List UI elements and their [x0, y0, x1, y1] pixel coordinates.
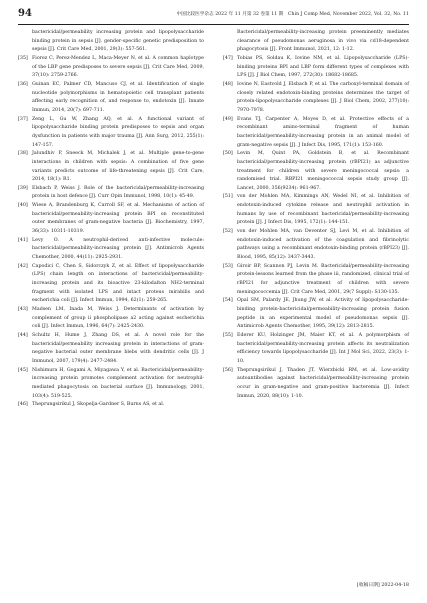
reference-text: von der Mohlen MA, Kimmings AN, Wedel NI, et al. Inhibition of endotoxin-induced cytokine release and neutrophil activation in humans by use of recombinant bactericidal/permeability-increasing protein [J]. J Infect Dis, 1995, 172(1): 144-151. — [237, 194, 409, 226]
reference-text: Theprungsirikul J, Thaden JT, Wierzbicki RM, et al. Low-avidity autoantibodies against bactericidal/permeability-increasing protein occur in gram-negative and gram-positive bacteremia [J]. Infect Immun, 2020, 88(10): 1-10. — [237, 367, 409, 399]
reference-number: [52] — [223, 229, 233, 235]
reference-text: Wiese A, Brandenburg K, Carroll SF, et al. Mechanisms of action of bactericidal/permeability-increasing protein BPI on reconstituted outer membranes of gram-negative bacteria [J]. Biochemistry, 1997, 36(33): 10311-10319. — [32, 203, 204, 235]
reference-item — [223, 297, 409, 332]
reference-text: Fiorez C, Perez-Mendez L, Maca-Meyer N, et al. A common haplotype of the LBP gene predisposes to severe sepsis [J]. Crit Care Med, 2009, 37(10): 2759-2766. — [32, 55, 204, 79]
reference-number: [51] — [223, 194, 233, 200]
reference-list — [223, 55, 409, 401]
reference-number: [54] — [223, 298, 233, 304]
reference-item — [18, 116, 204, 151]
reference-item — [18, 332, 204, 367]
reference-item — [18, 237, 204, 263]
reference-list — [18, 55, 204, 410]
reference-item — [18, 150, 204, 185]
reference-text: Zeng L, Gu W, Zhang AQ, et al. A functional variant of lipopolysaccharide binding protein predisposes to sepsis and organ dysfunction in patients with major trauma [J]. Ann Surg, 2012, 255(1): 147-157. — [32, 116, 204, 148]
reference-number: [47] — [223, 55, 233, 61]
reference-number: [50] — [223, 151, 233, 157]
reference-number: [49] — [223, 116, 233, 122]
reference-item — [18, 367, 204, 402]
reference-text: Elsbach P, Weiss J. Role of the bactericidal/permeability-increasing protein in host defence [J]. Curr Opin Immunol, 1998, 10(1): 45-49. — [32, 185, 204, 200]
reference-number: [44] — [18, 332, 28, 338]
left-column — [18, 29, 204, 410]
reference-number: [42] — [18, 263, 28, 269]
reference-item — [18, 306, 204, 332]
reference-item — [18, 55, 204, 81]
reference-item — [18, 401, 204, 410]
reference-number: [41] — [18, 237, 28, 243]
reference-number: [45] — [18, 367, 28, 373]
reference-text: Theprungsirikul J, Skopelja-Gardner S, Burns AS, et al. — [32, 402, 165, 408]
reference-number: [38] — [18, 151, 28, 157]
reference-number: [43] — [18, 307, 28, 312]
reference-number: [56] — [223, 367, 233, 373]
reference-text: Capodici C, Chen S, Sidorczyk Z, et al. Effect of lipopolysaccharide (LPS) chain length on interactions of bactericidal/permeability-increasing protein and its bioactive 23-kilodalton NH2-terminal fragment with isolated LPS and intact proteus mirabilis and escherichia coli [J]. Infect Immun, 1994, 62(1): 259-265. — [32, 263, 204, 304]
reference-text: Opal SM, Palardy JE, Jhung JW, et al. Activity of lipopolysaccharide-binding protein-bactericidal/permeability-increasing protein fusion peptide in an experimental model of pseudomonas sepsis [J]. Antimicrob Agents Chemother, 1995, 39(12): 2813-2815. — [237, 298, 409, 330]
reference-text: Nishimura H, Gogami A, Miyagawa Y, et al. Bactericidal/permeability-increasing protein promotes complement activation for neutrophil-mediated phagocytosis on bacterial surface [J]. Immunology, 2001, 103(4): 519-525. — [32, 367, 204, 399]
reference-number: [53] — [223, 263, 233, 269]
right-column — [223, 29, 409, 401]
reference-continuation: Bactericidal/permeability-increasing protein preeminently mediates clearance of pseudomonas aeruginosa in vivo via cd18-dependent phagocytosis [J]. Front Immunol, 2021, 12: 1-12. — [237, 30, 409, 53]
reference-item — [223, 193, 409, 228]
reference-number: [36] — [18, 81, 28, 87]
reference-text: Evans TJ, Carpenter A, Moyes D, et al. Protective effects of a recombinant amino-terminal fragment of human bactericidal/permeability-increasing protein in an animal model of gram-negative sepsis [J]. J Infect Dis, 1995, 171(1): 153-160. — [237, 116, 409, 148]
reference-text: Ederer KU, Holzinger JM, Maier KT, et al. A polymorphism of bactericidal/permeability-increasing protein affects its neutralization efficiency towards lipopolysaccharide [J]. Int J Mol Sci, 2022, 23(3): 1-10. — [237, 332, 409, 364]
reference-item — [223, 81, 409, 116]
reference-text: Schultz H, Hume J, Zhang DS, et al. A novel role for the bactericidal/permeability increasing protein in interactions of gram-negative bacterial outer membrane blebs with dendritic cells [J]. J Immunol, 2007, 179(4): 2477-2484. — [32, 332, 204, 364]
reference-text: Madsen LM, Inada M, Weiss J. Determinants of activation by complement of group ii phospholipase a2 acting against escherichia coli [J]. Infect Immun, 1996, 64(7): 2425-2430. — [32, 307, 204, 330]
reference-number: [35] — [18, 55, 28, 61]
reference-item — [18, 185, 204, 202]
reference-item — [223, 367, 409, 402]
reference-text: Levin M, Quint PA, Goldstein B, et al. Recombinant bactericidal/permeability-increasing protein (rBPI21) as adjunctive treatment for children with severe meningococcal sepsis: a randomised trial. RBPI21 meningococcal sepsis study group [J]. Lancet, 2000, 356(9234): 961-967. — [237, 151, 409, 191]
header-rule — [18, 24, 409, 25]
reference-text: Jalundhiv P, Sneeck M, Michalek J, et al. Multiple gene-to-gene interactions in children with sepsis: A combination of five gene variants predicts outcome of life-threatening sepsis [J]. Crit Care, 2014, 18(1): R1. — [32, 151, 204, 183]
reference-text: Levy O. A neutrophil-derived anti-infective molecule: bactericidal/permeability-increasing protein [J]. Antimicrob Agents Chemother, 2000, 44(11): 2925-2931. — [32, 237, 204, 261]
reference-number: [40] — [18, 203, 28, 209]
reference-item — [223, 116, 409, 151]
reference-item — [223, 150, 409, 193]
reference-number: [37] — [18, 116, 28, 122]
reference-number: [48] — [223, 81, 233, 87]
reference-item — [18, 202, 204, 237]
reference-item — [223, 332, 409, 367]
reference-number: [46] — [18, 402, 28, 408]
reference-text: Guinan EC, Palmer CD, Mancuso CJ, et al. Identification of single nucleotide polymorphisms in hematopoietic cell transplant patients affecting early recognition of, and response to, endotoxin [J]. Innate Immun, 2014, 20(7): 697-711. — [32, 81, 204, 113]
reference-number: [55] — [223, 332, 233, 338]
reference-text: von der Mohlen MA, van Deventer SJ, Levi M, et al. Inhibition of endotoxin-induced activation of the coagulation and fibrinolytic pathways using a recombinant endotoxin-binding protein (rBPI23) [J]. Blood, 1995, 85(12): 3437-3443. — [237, 229, 409, 261]
reference-text: Tobias PS, Soldau K, Iovine NM, et al. Lipopolysaccharide (LPS)-binding proteins BPI and LBP form different types of complexes with LPS [J]. J Biol Chem, 1997, 272(30): 18682-18685. — [237, 55, 409, 79]
reference-item — [223, 228, 409, 263]
reference-item — [18, 263, 204, 306]
reference-number: [39] — [18, 185, 28, 191]
reference-text: Iovine N, Eastvold J, Elsbach P, et al. The carboxyl-terminal domain of closely related endotoxin-binding proteins determines the target of protein-lipopolysaccharide complexes [J]. J Biol Chem, 2002, 277(10): 7970-7978. — [237, 81, 409, 113]
reference-item — [18, 81, 204, 116]
page-number: 94 — [18, 8, 32, 19]
reference-continuation: bactericidal/permeability increasing protein and lipopolysaccharide binding protein in sepsis [J]. gender-specific genetic predisposition to sepsis [J]. Crit Care Med, 2001, 29(3): 557-561. — [32, 30, 204, 53]
reference-text: Giroir BP, Scannon PJ, Levin M. Bactericidal/permeability-increasing protein-lessons learned from the phase iii, randomized, clinical trial of rBPI21 for adjunctive treatment of children with severe meningococcemia [J]. Crit Care Med, 2001, 29(7 Suppl): S130-135. — [237, 263, 409, 295]
page-header — [18, 10, 409, 24]
received-date: [收稿日期] 2022-04-18 — [356, 583, 409, 588]
running-title: 中国比较医学杂志 2022 年 11 月第 32 卷第 11 期 Chin J Comp Med, November 2022, Vol. 32, No. 11 — [176, 12, 409, 17]
reference-item — [223, 263, 409, 298]
reference-item — [223, 55, 409, 81]
